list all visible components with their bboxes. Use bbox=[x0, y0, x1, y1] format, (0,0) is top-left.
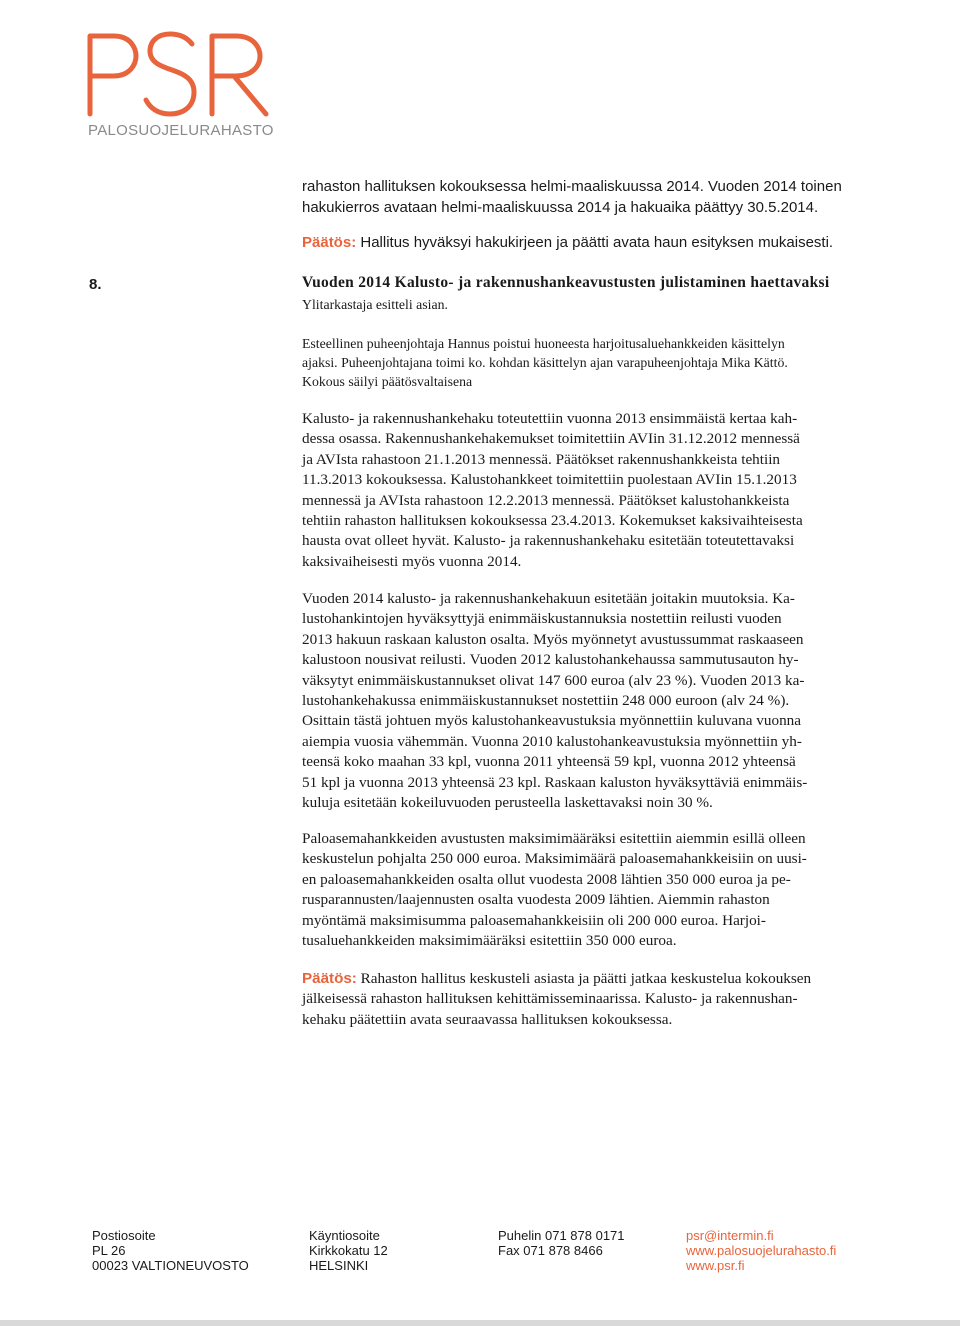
footer-postal-address bbox=[92, 1228, 249, 1274]
paragraph-line: mennessä ja AVIsta rahastoon 12.2.2013 mennessä. Päätökset kalustohankkeista bbox=[302, 491, 790, 509]
paragraph-line: tusaluehankkeiden maksimimääräksi esitettiin 350 000 euroa. bbox=[302, 932, 677, 950]
footer-line: Kirkkokatu 12 bbox=[309, 1243, 388, 1259]
paragraph-line: teensä koko maahan 33 kpl, vuonna 2011 yhteensä 59 kpl, vuonna 2012 yhteensä bbox=[302, 753, 796, 771]
paragraph-line: Osittain tästä johtuen myös kalustohankeavustuksia myönnettiin kuluvana vuonna bbox=[302, 712, 801, 730]
presenter-note: Ylitarkastaja esitteli asian. bbox=[302, 297, 448, 312]
section-decision bbox=[302, 969, 874, 1030]
decision-line: jälkeisessä rahaston hallituksen kehittämisseminaarissa. Kalusto- ja rakennushan- bbox=[302, 990, 798, 1008]
recusal-note bbox=[302, 334, 874, 392]
decision-text: Rahaston hallitus keskusteli asiasta ja päätti jatkaa keskustelua kokouksen bbox=[356, 970, 812, 987]
psr-logo-letters bbox=[84, 30, 274, 120]
paragraph-line: rusparannusten/laajennusten osalta vuodesta 2009 lähtien. Aiemmin rahaston bbox=[302, 891, 770, 909]
footer-visiting-address bbox=[309, 1228, 388, 1274]
paragraph-line: kalustoon nousivat reilusti. Vuoden 2012 kalustohankehaussa sammutusauton hy- bbox=[302, 651, 799, 669]
decision-line bbox=[302, 969, 874, 989]
recusal-line: Kokous säilyi päätösvaltaisena bbox=[302, 374, 473, 390]
paragraph-line: Vuoden 2014 kalusto- ja rakennushankehakuun esitetään joitakin muutoksia. Ka- bbox=[302, 590, 795, 607]
footer-links bbox=[686, 1228, 836, 1274]
decision-text: Hallitus hyväksyi hakukirjeen ja päätti avata haun esityksen mukaisesti. bbox=[356, 234, 834, 251]
paragraph-line: keskustelun pohjalta 250 000 euroa. Maksimimäärä paloasemahankkeisiin on uusi- bbox=[302, 850, 807, 868]
intro-decision bbox=[302, 232, 902, 253]
intro-paragraph bbox=[302, 176, 902, 218]
email-link[interactable]: psr@intermin.fi bbox=[686, 1228, 774, 1243]
recusal-line: ajaksi. Puheenjohtajana toimi ko. kohdan käsittelyn ajan varapuheenjohtaja Mika Kättö. bbox=[302, 355, 788, 371]
footer-line: Fax 071 878 8466 bbox=[498, 1243, 603, 1259]
footer-line: HELSINKI bbox=[309, 1258, 369, 1274]
paragraph-line: myöntämä maksimisumma paloasemahankkeisiin oli 200 000 euroa. Harjoi- bbox=[302, 911, 766, 929]
paragraph-line: kuluja esitetään kokeiluvuoden perusteella laskettavaksi noin 30 %. bbox=[302, 794, 713, 812]
paragraph-line: en paloasemahankkeiden osalta ollut vuodesta 2008 lähtien 350 000 euroa ja pe- bbox=[302, 870, 791, 888]
footer-line: Käyntiosoite bbox=[309, 1228, 380, 1243]
paragraph-line: ja AVIsta rahastoon 21.1.2013 mennessä. Päätökset rakennushankkeista tehtiin bbox=[302, 450, 781, 468]
paragraph-line: väksytyt enimmäiskustannukset olivat 147 600 euroa (alv 23 %). Vuoden 2013 ka- bbox=[302, 671, 805, 689]
psr-logo bbox=[84, 30, 274, 150]
paragraph-2 bbox=[302, 589, 874, 813]
footer-phone bbox=[498, 1228, 625, 1258]
paragraph-line: 51 kpl ja vuonna 2013 yhteensä 23 kpl. Raskaan kaluston hyväksyttäviä enimmäis- bbox=[302, 773, 808, 791]
website-link[interactable]: www.psr.fi bbox=[686, 1258, 745, 1274]
footer-line: Puhelin 071 878 0171 bbox=[498, 1228, 625, 1243]
website-link[interactable]: www.palosuojelurahasto.fi bbox=[686, 1243, 837, 1259]
recusal-line: Esteellinen puheenjohtaja Hannus poistui huoneesta harjoitusaluehankkeiden käsittelyn bbox=[302, 336, 785, 351]
paragraph-line: aiempia vuosia vähemmän. Vuonna 2010 kalustohankeavustuksia myönnettiin yh- bbox=[302, 732, 802, 750]
paragraph-line: lustohankintojen hyväksyttyjä enimmäiskustannuksia nostettiin reilusti vuoden bbox=[302, 610, 782, 628]
paragraph-line: 11.3.2013 kokouksessa. Kalustohankkeet toimitettiin puolestaan AVIin 15.1.2013 bbox=[302, 471, 797, 489]
paragraph-line: dessa osassa. Rakennushankehakemukset toimitettiin AVIin 31.12.2012 mennessä bbox=[302, 430, 800, 448]
paragraph-line: Kalusto- ja rakennushankehaku toteutettiin vuonna 2013 ensimmäistä kertaa kah- bbox=[302, 410, 798, 427]
intro-line: rahaston hallituksen kokouksessa helmi-maaliskuussa 2014. Vuoden 2014 toinen bbox=[302, 178, 842, 195]
decision-line: kehaku päätettiin avata seuraavassa hallituksen kokouksessa. bbox=[302, 1010, 673, 1028]
decision-label: Päätös: bbox=[302, 970, 357, 987]
decision-label: Päätös: bbox=[302, 234, 357, 251]
paragraph-3 bbox=[302, 829, 874, 951]
paragraph-line: kaksivaiheisesti myös vuonna 2014. bbox=[302, 552, 522, 570]
footer-line: Postiosoite bbox=[92, 1228, 156, 1243]
paragraph-1 bbox=[302, 409, 874, 572]
paragraph-line: Paloasemahankkeiden avustusten maksimimääräksi esitettiin aiemmin esillä olleen bbox=[302, 830, 806, 847]
paragraph-line: lustohankehakussa enimmäiskustannukset nostettiin 248 000 euroon (alv 24 %). bbox=[302, 692, 790, 710]
intro-line: hakukierros avataan helmi-maaliskuussa 2014 ja hakuaika päättyy 30.5.2014. bbox=[302, 199, 819, 216]
footer-line: 00023 VALTIONEUVOSTO bbox=[92, 1258, 249, 1274]
paragraph-line: hausta ovat olleet hyvät. Kalusto- ja rakennushankehaku esitetään toteutettavaksi bbox=[302, 532, 795, 550]
footer-line: PL 26 bbox=[92, 1243, 126, 1259]
section-title: Vuoden 2014 Kalusto- ja rakennushankeavustusten julistaminen haettavaksi bbox=[302, 274, 830, 291]
paragraph-line: 2013 hakuun raskaan kaluston osalta. Myös myönnetyt avustussummat raskaaseen bbox=[302, 630, 804, 648]
paragraph-line: tehtiin rahaston hallituksen kokouksessa 23.4.2013. Kokemukset kaksivaihteisesta bbox=[302, 512, 803, 530]
logo-subtitle: PALOSUOJELURAHASTO bbox=[88, 122, 274, 139]
page-bottom-divider bbox=[0, 1320, 960, 1326]
section-number: 8. bbox=[89, 276, 102, 293]
